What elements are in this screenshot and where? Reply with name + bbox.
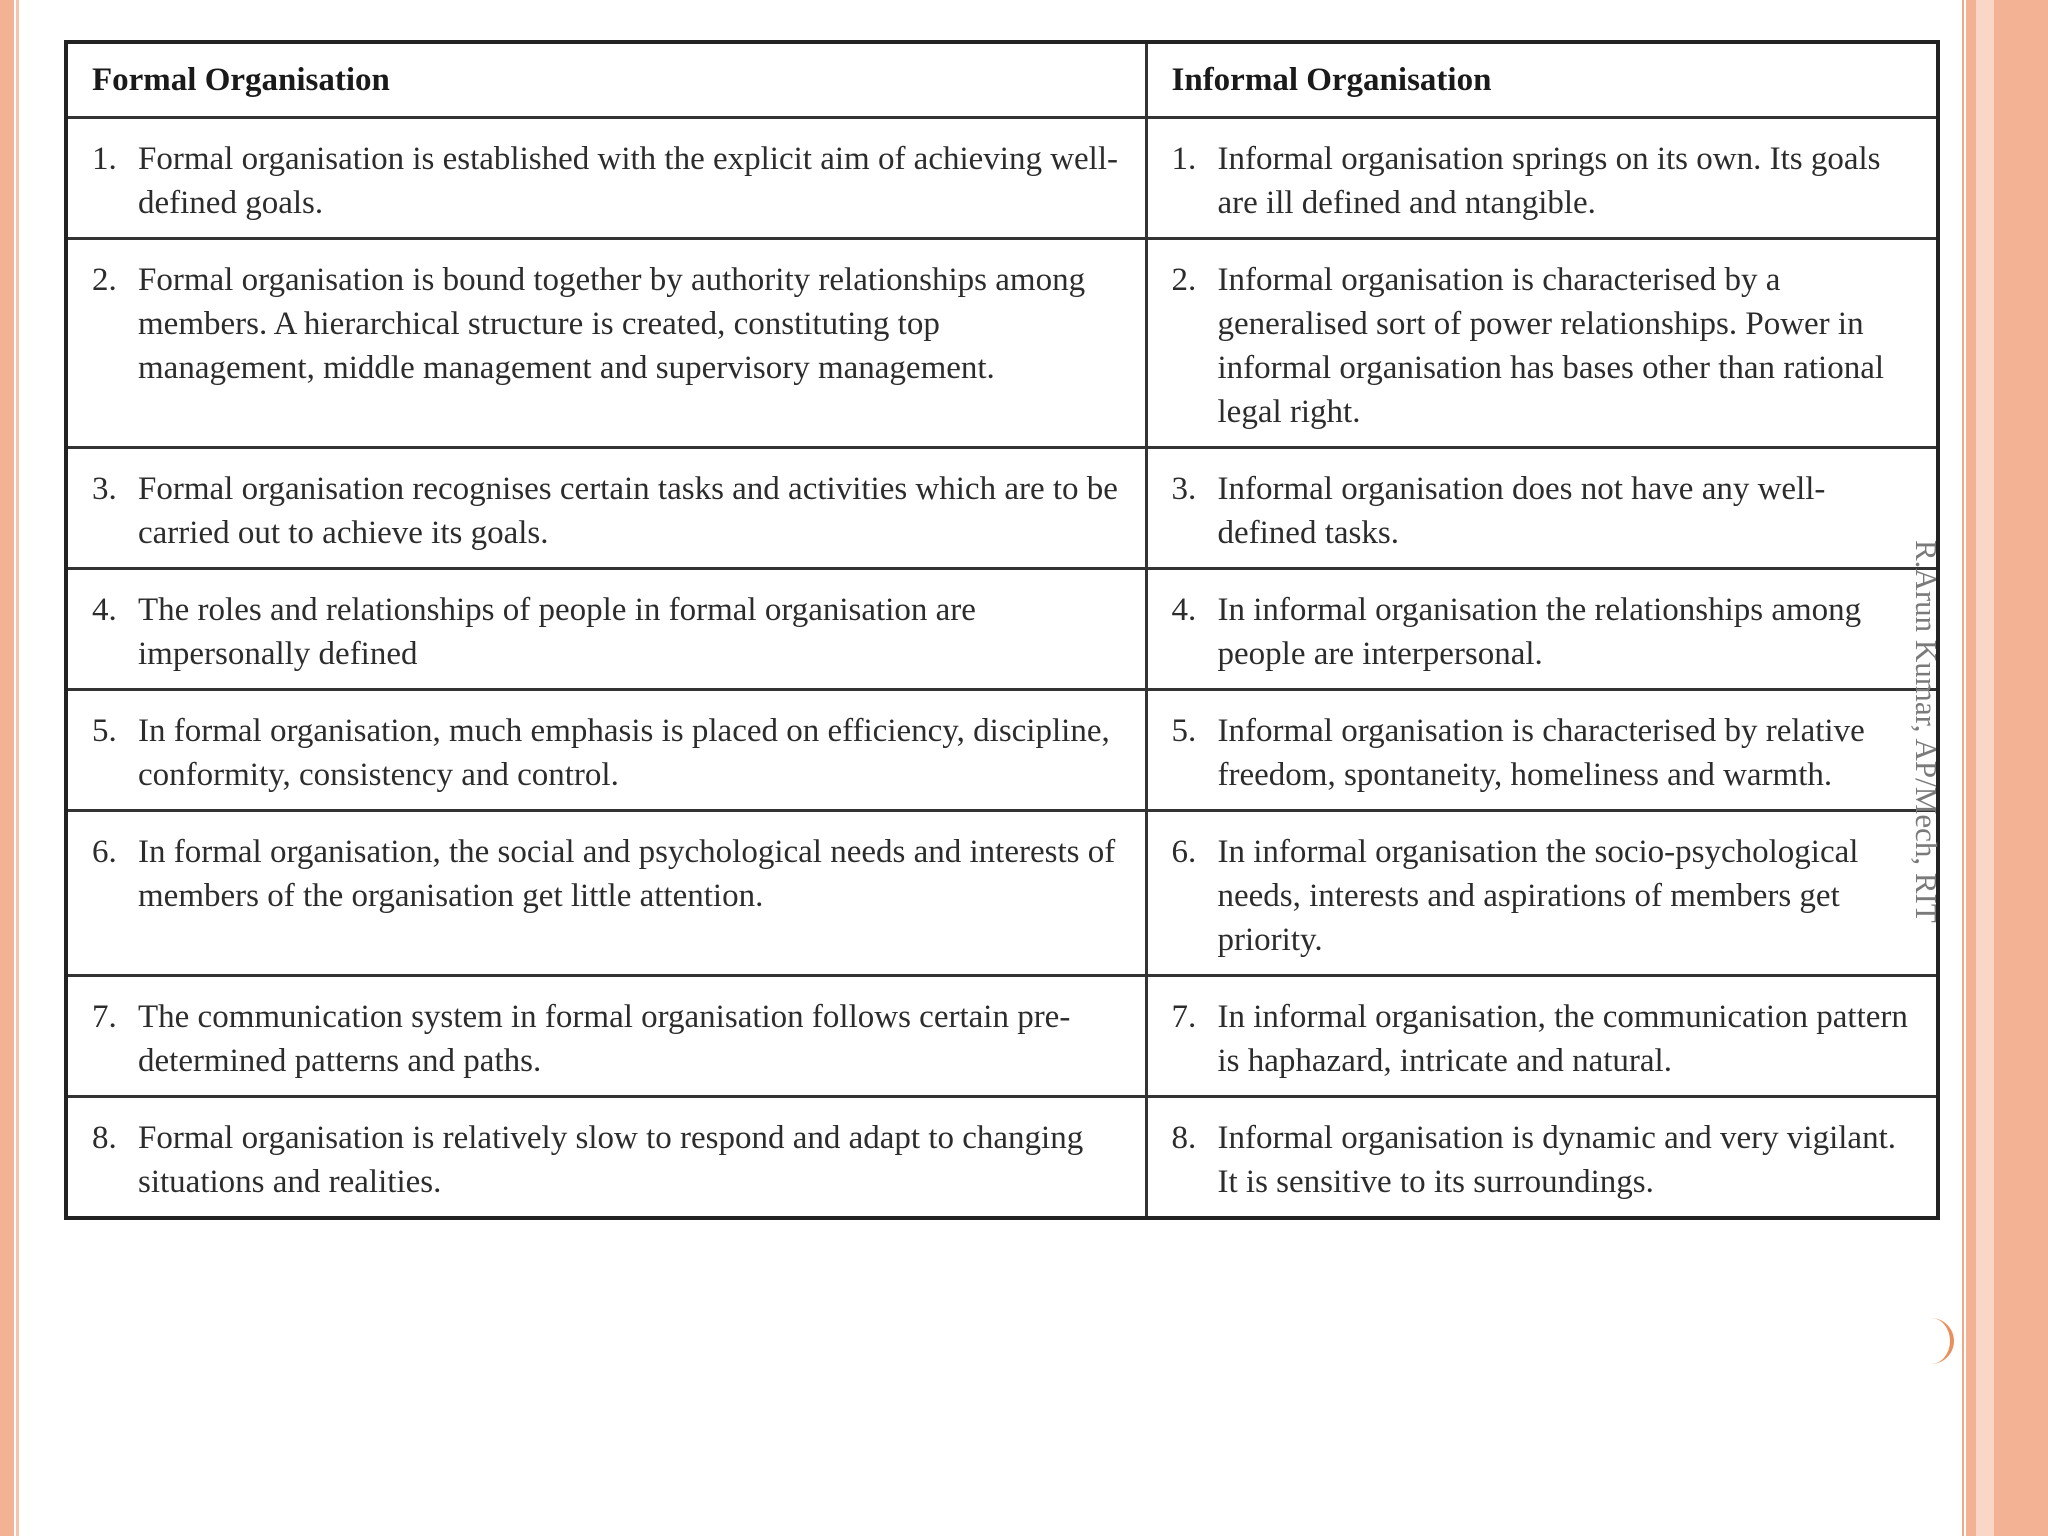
left-accent-bar [0,0,14,1536]
formal-cell [66,239,1146,448]
informal-cell [1146,1097,1938,1219]
informal-text: Informal organisation is characterised by a generalised sort of power relationships. Power in informal organisation has bases other than rational legal right. [1217,262,1885,430]
formal-text: Formal organisation is established with the explicit aim of achieving well-defined goals. [138,141,1119,221]
item-number: 2. [92,262,117,298]
item-number: 5. [92,713,117,749]
formal-text: The communication system in formal organisation follows certain pre-determined patterns and paths. [138,999,1071,1079]
table-header-row [66,42,1938,118]
table-row [66,811,1938,976]
formal-cell [66,1097,1146,1219]
item-number: 5. [1171,713,1197,749]
left-accent-line [16,0,19,1536]
informal-cell [1146,448,1938,569]
formal-cell [66,690,1146,811]
right-accent-stripe [1976,0,1994,1536]
header-formal: Formal Organisation [66,42,1146,118]
formal-cell [66,118,1146,239]
author-credit: R.Arun Kumar, AP/Mech, RIT [1909,540,1944,923]
table-row [66,1097,1938,1219]
informal-text: In informal organisation the socio-psychological needs, interests and aspirations of members get priority. [1217,834,1859,958]
item-number: 4. [1171,592,1197,628]
informal-text: Informal organisation is characterised by relative freedom, spontaneity, homeliness and warmth. [1217,713,1865,793]
formal-cell [66,569,1146,690]
item-number: 4. [92,592,117,628]
formal-text: Formal organisation is bound together by authority relationships among members. A hierarchical structure is created, constituting top management, middle management and supervisory management. [138,262,1086,386]
informal-text: Informal organisation is dynamic and very vigilant. It is sensitive to its surroundings. [1217,1120,1896,1200]
header-informal: Informal Organisation [1146,42,1938,118]
item-number: 7. [92,999,117,1035]
item-number: 8. [1171,1120,1197,1156]
right-accent-line [1962,0,1964,1536]
item-number: 6. [1171,834,1197,870]
informal-cell [1146,118,1938,239]
item-number: 7. [1171,999,1197,1035]
item-number: 6. [92,834,117,870]
table-row [66,569,1938,690]
informal-cell [1146,690,1938,811]
item-number: 1. [92,141,117,177]
formal-text: Formal organisation is relatively slow to respond and adapt to changing situations and realities. [138,1120,1084,1200]
formal-text: In formal organisation, much emphasis is placed on efficiency, discipline, conformity, consistency and control. [138,713,1110,793]
table-row [66,448,1938,569]
formal-text: Formal organisation recognises certain tasks and activities which are to be carried out to achieve its goals. [138,471,1118,551]
informal-text: In informal organisation the relationships among people are interpersonal. [1217,592,1862,672]
informal-cell [1146,239,1938,448]
table-row [66,976,1938,1097]
informal-text: Informal organisation does not have any well-defined tasks. [1217,471,1826,551]
item-number: 1. [1171,141,1197,177]
formal-text: In formal organisation, the social and psychological needs and interests of members of the organisation get little attention. [138,834,1116,914]
comparison-table [64,40,1940,1220]
item-number: 2. [1171,262,1197,298]
table-row [66,118,1938,239]
informal-cell [1146,569,1938,690]
table-body [66,118,1938,1219]
informal-text: Informal organisation springs on its own. Its goals are ill defined and ntangible. [1217,141,1881,221]
formal-cell [66,976,1146,1097]
decorative-arc [1930,1318,1954,1364]
table-row [66,239,1938,448]
item-number: 3. [1171,471,1197,507]
informal-cell [1146,811,1938,976]
item-number: 8. [92,1120,117,1156]
informal-text: In informal organisation, the communication pattern is haphazard, intricate and natural. [1217,999,1908,1079]
informal-cell [1146,976,1938,1097]
formal-cell [66,448,1146,569]
formal-text: The roles and relationships of people in formal organisation are impersonally defined [138,592,976,672]
item-number: 3. [92,471,117,507]
formal-cell [66,811,1146,976]
table-row [66,690,1938,811]
